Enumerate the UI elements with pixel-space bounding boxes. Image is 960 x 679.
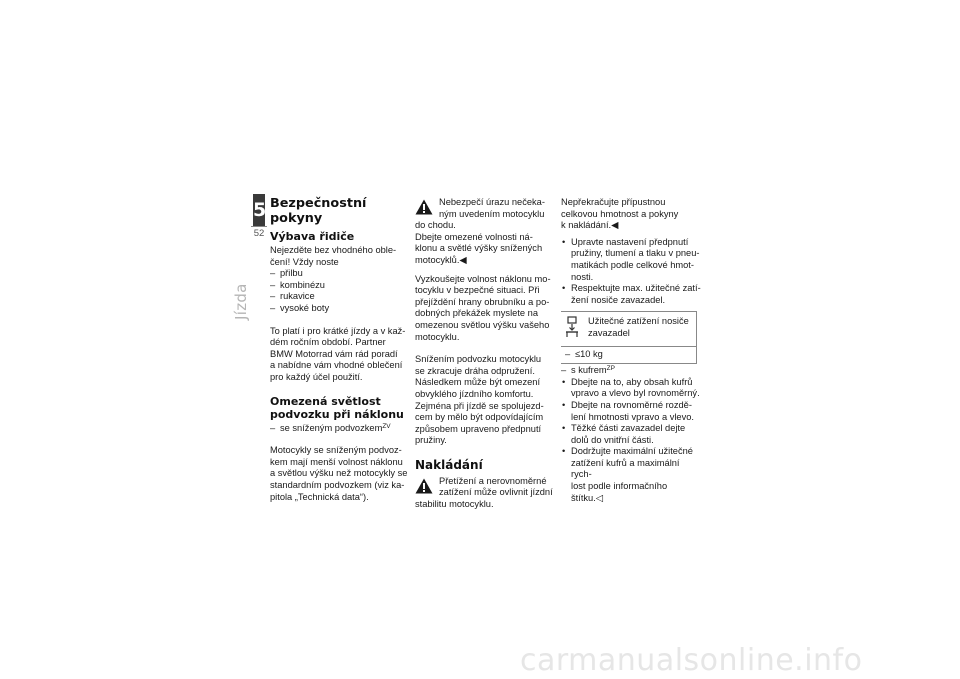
text-line: • Dbejte na rovnoměrné rozdě- [571, 399, 692, 410]
text-line: pružiny. [415, 435, 447, 446]
text-line: To platí i pro krátké jízdy a v kaž- [270, 325, 406, 336]
text-line: Nejezděte bez vhodného oble- [270, 245, 397, 255]
section-title: Bezpečnostní pokyny [270, 196, 367, 226]
text-line: způsobem upraveno předpnutí [415, 423, 542, 434]
gear-list-item: – vysoké boty [270, 303, 408, 315]
text-line: pro každý účel použití. [270, 371, 363, 382]
chapter-number: 5 [253, 194, 265, 226]
text-line: Motocykly se sníženým podvoz- [270, 445, 402, 456]
text-line: dobných překážek myslete na [415, 308, 538, 319]
text-line: do chodu. [415, 220, 456, 231]
text-line: cem by mělo být odpovídajícím [415, 412, 544, 423]
list-item [561, 446, 701, 504]
text-line: kem mají menší volnost náklonu [270, 456, 403, 467]
text-line: • Dbejte na to, aby obsah kufrů [571, 376, 693, 387]
chapter-side-title [232, 280, 262, 320]
text-line: • Dodržujte maximální užitečné [571, 446, 693, 457]
text-line: celkovou hmotnost a pokyny [561, 208, 679, 219]
list-item [561, 377, 701, 400]
text-line: motocyklu. [415, 331, 460, 342]
text-line: přejíždění hrany obrubníku a po- [415, 296, 550, 307]
gear-list-item: – rukavice [270, 291, 408, 303]
watermark: carmanualsonline.info [520, 643, 863, 678]
text-line: Nepřekračujte přípustnou [561, 197, 666, 207]
column-1 [270, 196, 408, 503]
text-line: tocyklu v bezpečné situaci. Při [415, 285, 540, 296]
column-3 [561, 197, 701, 504]
text-line: motocyklů.◀ [415, 254, 467, 265]
kufr-list-item [561, 365, 701, 377]
text-line: • Respektujte max. užitečné zatí- [571, 283, 701, 294]
kufr-item-text: s kufrem [571, 365, 607, 376]
text-line: dolů do vnitřní části. [571, 434, 654, 445]
lean-item-text: se sníženým podvozkem [280, 422, 383, 433]
gear-list-item: – přilbu [270, 268, 408, 280]
load-limit-table [561, 311, 697, 364]
text-line: Následkem může být omezení [415, 377, 541, 388]
text-line: Nebezpečí úrazu nečeka- [439, 197, 545, 207]
text-line: standardním podvozkem (viz ka- [270, 479, 405, 490]
text-line: a nabídne vám vhodné oblečení [270, 360, 403, 371]
chapter-side-title-text: Jízda [232, 283, 250, 320]
option-marker: ZP [606, 365, 615, 373]
text-line: stabilitu motocyklu. [415, 499, 494, 510]
list-item [561, 423, 701, 446]
text-line: Dbejte omezené volnosti ná- [415, 231, 533, 242]
text-line: • Upravte nastavení předpnutí [571, 236, 689, 247]
text-line: k nakládání.◀ [561, 220, 619, 231]
list-item [561, 283, 701, 306]
option-marker: ZV [382, 422, 391, 430]
load-heading: Nakládání [415, 457, 483, 472]
text-line: ným uvedením motocyklu [439, 208, 545, 219]
lean-list-item [270, 423, 408, 435]
text-line: • Těžké části zavazadel dejte [571, 423, 686, 434]
warning-triangle-icon [415, 199, 433, 215]
table-row [561, 347, 696, 364]
table-row [561, 312, 696, 346]
lean-heading-line: Omezená světlost [270, 394, 381, 408]
text-line: zatížení kufrů a maximální rych- [571, 457, 680, 480]
text-line: se zkracuje dráha odpružení. [415, 365, 535, 376]
table-value: – ≤10 kg [565, 349, 692, 361]
text-line: lení hmotnosti vpravo a vlevo. [571, 411, 694, 422]
gear-list-item: – kombinézu [270, 280, 408, 292]
column-2 [415, 197, 553, 511]
warning-block [415, 476, 553, 499]
text-line: pružiny, tlumení a tlaku v pneu- [571, 248, 700, 259]
text-line: nosti. [571, 271, 594, 282]
text-line: omezenou světlou výšku vašeho [415, 319, 550, 330]
list-item [561, 237, 701, 283]
text-line: klonu a světlé výšky snížených [415, 243, 543, 254]
text-line: Přetížení a nerovnoměrné [439, 475, 547, 486]
text-line: Vyzkoušejte volnost náklonu mo- [415, 273, 551, 284]
text-line: BMW Motorrad vám rád poradí [270, 348, 398, 359]
gear-heading: Výbava řidiče [270, 230, 355, 243]
text-line: matikách podle celkové hmot- [571, 259, 694, 270]
page-number: 52 [251, 226, 267, 239]
lean-heading-line: podvozku při náklonu [270, 407, 404, 421]
text-line: čení! Vždy noste [270, 256, 339, 267]
text-line: a světlou výšku než motocykly se [270, 468, 408, 479]
text-line: Snížením podvozku motocyklu [415, 354, 542, 365]
text-line: dém ročním období. Partner [270, 337, 386, 348]
list-item [561, 400, 701, 423]
text-line: lost podle informačního štítku.◁ [571, 481, 668, 503]
warning-triangle-icon [415, 478, 433, 494]
table-label-line: Užitečné zatížení nosiče [588, 316, 689, 327]
text-line: vpravo a vlevo byl rovnoměrný. [571, 388, 700, 399]
text-line: žení nosiče zavazadel. [571, 294, 666, 305]
text-line: zatížení může ovlivnit jízdní [439, 487, 553, 498]
luggage-rack-load-icon [565, 316, 579, 338]
text-line: obvyklého jízdního komfortu. [415, 388, 534, 399]
text-line: Zejména při jízdě se spolujezd- [415, 400, 544, 411]
text-line: pitola „Technická data“). [270, 491, 369, 502]
warning-block [415, 197, 553, 220]
table-label-line: zavazadel [588, 327, 630, 338]
